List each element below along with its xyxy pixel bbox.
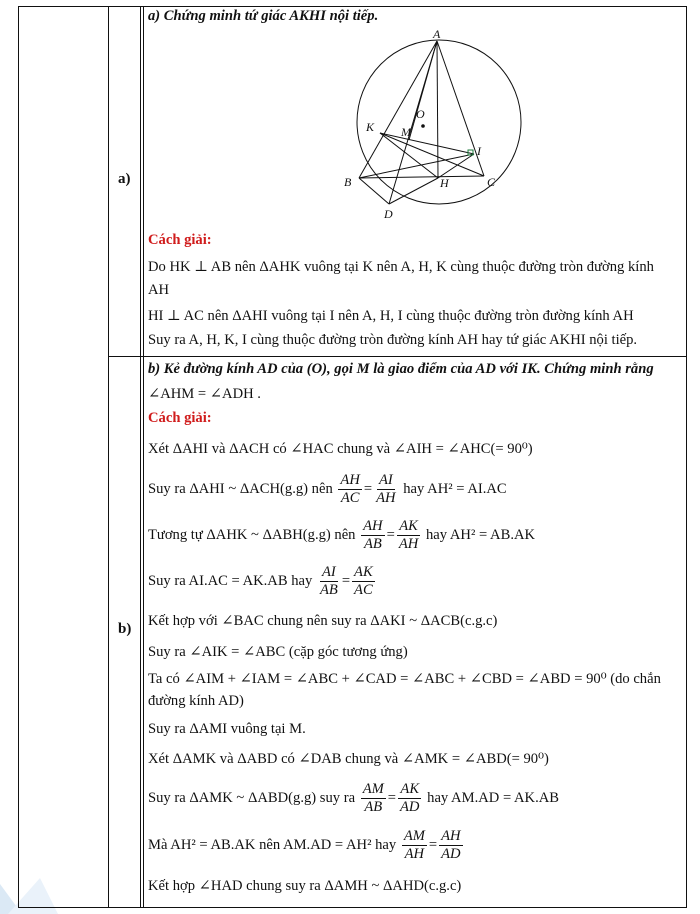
fraction: $\frac{AK}{AH}$ — [398, 518, 419, 552]
part-b-question: b) Kẻ đường kính AD của (O), gọi M là giao điểm của AD với IK. Chứng minh rằng — [148, 361, 654, 377]
fraction: $\frac{AH}{AC}$ — [340, 472, 360, 506]
part-b-line-2: Suy ra ΔAHI ~ ΔACH(g.g) nên $\frac{AH}{AC}$ = $\frac{AI}{AH}$ hay AH² = AI.AC — [148, 472, 507, 506]
part-b-label: b) — [118, 621, 132, 637]
part-b-line-12: Kết hợp ∠HAD chung suy ra ΔAMH ~ ΔAHD(c.g.c) — [148, 878, 462, 894]
part-a-line-2: AH — [148, 282, 170, 298]
part-b-solution-heading: Cách giải: — [148, 410, 212, 426]
point-label-M: M — [401, 125, 411, 139]
point-label-B: B — [344, 175, 352, 189]
part-a-question: a) Chứng minh tứ giác AKHI nội tiếp. — [148, 8, 379, 24]
part-b-line-7: Ta có ∠AIM + ∠IAM = ∠ABC + ∠CAD = ∠ABC + ∠CBD = ∠ABD = 90⁰ (do chắn đường kính AD) — [148, 671, 661, 709]
corner-decoration — [0, 854, 70, 914]
point-label-K: K — [366, 120, 375, 134]
fraction: $\frac{AM}{AB}$ — [362, 781, 384, 815]
point-label-A: A — [433, 28, 441, 41]
part-b-line-8: Suy ra ΔAMI vuông tại M. — [148, 721, 306, 737]
part-b-line-10: Suy ra ΔAMK ~ ΔABD(g.g) suy ra $\frac{AM}{AB}$ = $\frac{AK}{AD}$ hay AM.AD = AK.AB — [148, 781, 560, 815]
fraction: $\frac{AI}{AH}$ — [376, 472, 396, 506]
part-a-label: a) — [118, 171, 131, 187]
part-b-line-9: Xét ΔAMK và ΔABD có ∠DAB chung và ∠AMK = ∠ABD(= 90⁰) — [148, 751, 549, 767]
part-a-line-4: Suy ra A, H, K, I cùng thuộc đường tròn đường kính AH hay tứ giác AKHI nội tiếp. — [148, 332, 638, 348]
part-a-line-3: HI ⊥ AC nên ΔAHI vuông tại I nên A, H, I cùng thuộc đường tròn đường kính AH — [148, 308, 634, 324]
point-label-D: D — [384, 207, 393, 221]
fraction: $\frac{AK}{AD}$ — [400, 781, 420, 815]
geometry-figure — [336, 28, 536, 224]
point-label-I: I — [477, 144, 481, 158]
fraction: $\frac{AH}{AD}$ — [441, 828, 461, 862]
fraction: $\frac{AK}{AC}$ — [354, 564, 373, 598]
part-b-line-4: Suy ra AI.AC = AK.AB hay $\frac{AI}{AB}$ = $\frac{AK}{AC}$ — [148, 564, 373, 598]
part-b-line-5: Kết hợp với ∠BAC chung nên suy ra ΔAKI ~ ΔACB(c.g.c) — [148, 613, 498, 629]
part-a-line-1: Do HK ⊥ AB nên ΔAHK vuông tại K nên A, H, K cùng thuộc đường tròn đường kính — [148, 259, 654, 275]
part-b-line-1: Xét ΔAHI và ΔACH có ∠HAC chung và ∠AIH = ∠AHC(= 90⁰) — [148, 441, 533, 457]
fraction: $\frac{AM}{AH}$ — [403, 828, 425, 862]
fraction: $\frac{AH}{AB}$ — [363, 518, 383, 552]
part-b-line-3: Tương tự ΔAHK ~ ΔABH(g.g) nên $\frac{AH}{AB}$ = $\frac{AK}{AH}$ hay AH² = AB.AK — [148, 518, 536, 552]
point-label-C: C — [487, 175, 496, 189]
part-b-line-11: Mà AH² = AB.AK nên AM.AD = AH² hay $\frac{AM}{AH}$ = $\frac{AH}{AD}$ — [148, 828, 461, 862]
point-label-O: O — [416, 107, 425, 121]
part-a-solution-heading: Cách giải: — [148, 232, 212, 248]
point-label-H: H — [440, 176, 449, 190]
part-b-question-2: ∠AHM = ∠ADH . — [148, 386, 261, 402]
part-b-line-6: Suy ra ∠AIK = ∠ABC (cặp góc tương ứng) — [148, 644, 408, 660]
fraction: $\frac{AI}{AB}$ — [319, 564, 338, 598]
